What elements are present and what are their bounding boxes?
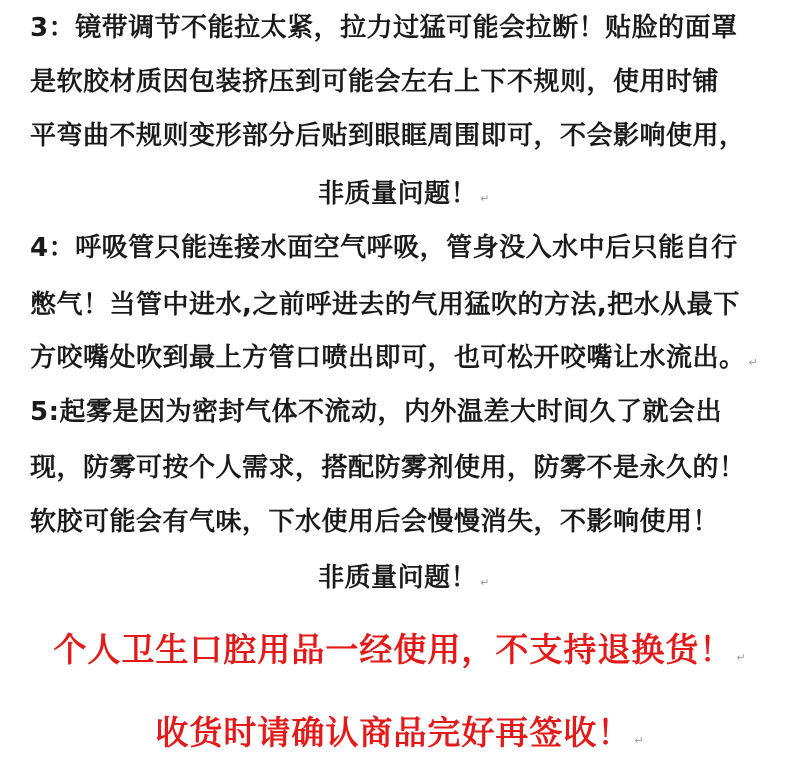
text-line-11-content: 非质量问题！: [318, 563, 478, 593]
text-line-4: [30, 174, 778, 214]
text-line-4-content: 非质量问题！: [318, 179, 478, 209]
paragraph-mark-icon: ↵: [634, 734, 645, 747]
text-line-10: 软胶可能会有气味，下水使用后会慢慢消失，不影响使用！: [30, 507, 720, 537]
paragraph-mark-icon: ↵: [748, 356, 759, 369]
paragraph-mark-icon: ↵: [736, 651, 747, 664]
text-line-9: 现，防雾可按个人需求，搭配防雾剂使用，防雾不是永久的！: [30, 453, 746, 483]
paragraph-mark-icon: ↵: [480, 576, 490, 589]
text-line-8: 5:起雾是因为密封气体不流动，内外温差大时间久了就会出: [30, 397, 722, 427]
text-line-5: 4：呼吸管只能连接水面空气呼吸，管身没入水中后只能自行: [30, 233, 738, 263]
text-line-3: 平弯曲不规则变形部分后贴到眼眶周围即可，不会影响使用，: [30, 121, 746, 151]
paragraph-mark-icon: ↵: [480, 192, 490, 205]
text-line-2: 是软胶材质因包装挤压到可能会左右上下不规则，使用时铺: [30, 67, 720, 97]
text-line-1: 3：镜带调节不能拉太紧，拉力过猛可能会拉断！贴脸的面罩: [30, 13, 738, 43]
text-line-6: 憋气！当管中进水,之前呼进去的气用猛吹的方法,把水从最下: [30, 290, 740, 320]
receipt-check-notice: [20, 708, 780, 758]
return-policy-text: 个人卫生口腔用品一经使用，不支持退换货！: [53, 630, 734, 669]
text-line-11: [30, 558, 778, 598]
return-policy-notice: [20, 625, 780, 675]
text-line-7: [30, 338, 778, 378]
text-line-7-content: 方咬嘴处吹到最上方管口喷出即可，也可松开咬嘴让水流出。: [30, 343, 746, 373]
receipt-check-text: 收货时请确认商品完好再签收！: [155, 713, 632, 752]
